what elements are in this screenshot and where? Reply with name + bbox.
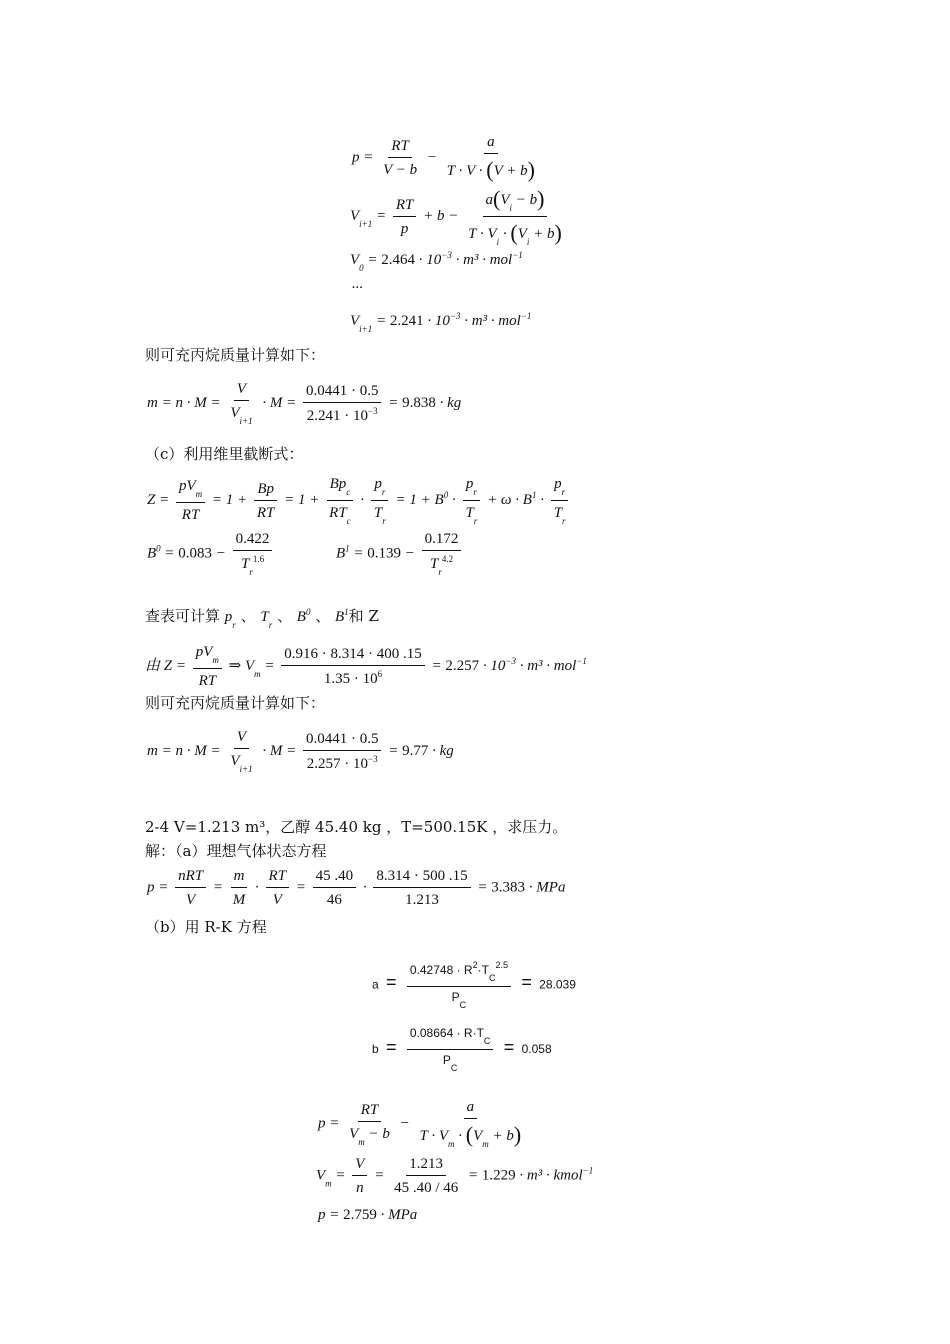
mass-calc-label-1: 则可充丙烷质量计算如下： — [145, 346, 326, 364]
mass-formula-1: m = n · M = $\frac{V}{V_{i+1}}$ · M = $\frac{0.0441 \cdot 0.5}{2.241 \cdot 10^{-3}}$ = 9.838 · kg — [147, 381, 462, 426]
v0-value: $V_0 = 2.464 \cdot 10^{-3} \cdot m^3 \cdot mol^{-1}$ — [350, 250, 523, 273]
virial-section-title: （c）利用维里截断式： — [145, 445, 304, 463]
rk-b-equation: b = $\frac{0.08664 \cdot R\cdot T_C}{P_C}$ = 0.058 — [372, 1026, 552, 1073]
lookup-line: 查表可计算 $p_r$ 、 $T_r$ 、 $B^0$ 、 $B^1$和 Z — [145, 607, 379, 630]
rk-a-equation: a = $\frac{0.42748 \cdot R^2\cdot T_C^{2.5}}{P_C}$ = 28.039 — [372, 960, 576, 1010]
vi1-value: $V_{i+1} = 2.241 \cdot 10^{-3} \cdot m^3 \cdot mol^{-1}$ — [350, 311, 532, 334]
rk-pressure-result: p = 2.759 · MPa — [318, 1207, 418, 1223]
ideal-gas-title: 解：（a）理想气体状态方程 — [145, 842, 327, 860]
problem-2-4: 2-4 V=1.213 m³，乙醇 45.40 kg ，T=500.15K ，求压力。 — [145, 818, 568, 836]
mass-formula-2: m = n · M = $\frac{V}{V_{i+1}}$ · M = $\frac{0.0441 \cdot 0.5}{2.257 \cdot 10^{-3}}$ = 9.77 · kg — [147, 729, 454, 774]
vm-from-z: 由 Z = $\frac{pV_m}{RT}$ ⇒ $V_m$ = $\frac{0.916 \cdot 8.314 \cdot 400 .15}{1.35 \cdot 10^6}$ = $2.257 \cdot 10^{-3} \cdot m^3 \cdot mol^{-1}$ — [145, 644, 587, 689]
rk-iteration: $V_{i+1}$ = $\frac{RT}{p}$ + b − $\frac{a(V_i - b)}{T \cdot V_i \cdot (V_i + b)}$ — [350, 186, 562, 247]
b1-equation: $B^1 = 0.139$ − $\frac{0.172}{T_r^{4.2}}$ — [336, 530, 464, 578]
ideal-gas-pressure: p = $\frac{\text{nRT}}{V}$ = $\frac{m}{M}$ · $\frac{RT}{V}$ = $\frac{45 .40}{46}$ · $\frac{8.314 \cdot 500 .15}{1.213}$ = 3.383 · MPa — [147, 868, 566, 908]
rk-equation-1: p = $\frac{RT}{V - b}$ − $\frac{a}{T \cdot V \cdot (V + b)}$ — [352, 134, 535, 182]
ellipsis: ... — [352, 276, 364, 292]
molar-volume: $V_m$ = $\frac{V}{n}$ = $\frac{1.213}{45 .40 / 46}$ = 1.229 · m³ · kmol$^{-1}$ — [316, 1156, 594, 1196]
virial-z-equation: Z = $\frac{pV_m}{RT}$ = 1 + $\frac{Bp}{RT}$ = 1 + $\frac{Bp_c}{RT_c}$ · $\frac{p_r}{T_r}$ = $1 + B^0$ · $\frac{p_r}{T_r}$ + $\omega \cdot B^1$ · $\frac{p_r}{T_r}$ — [147, 475, 572, 527]
rk-method-title: （b）用 R-K 方程 — [145, 918, 267, 936]
v0-number: 2.464 — [381, 252, 416, 268]
b0-equation: $B^0 = 0.083$ − $\frac{0.422}{T_r^{1.6}}$ — [147, 530, 275, 578]
rk-equation-2: p = $\frac{RT}{V_m - b}$ − $\frac{a}{T \cdot V_m \cdot (V_m + b)}$ — [318, 1099, 522, 1149]
mass-calc-label-2: 则可充丙烷质量计算如下： — [145, 694, 326, 712]
